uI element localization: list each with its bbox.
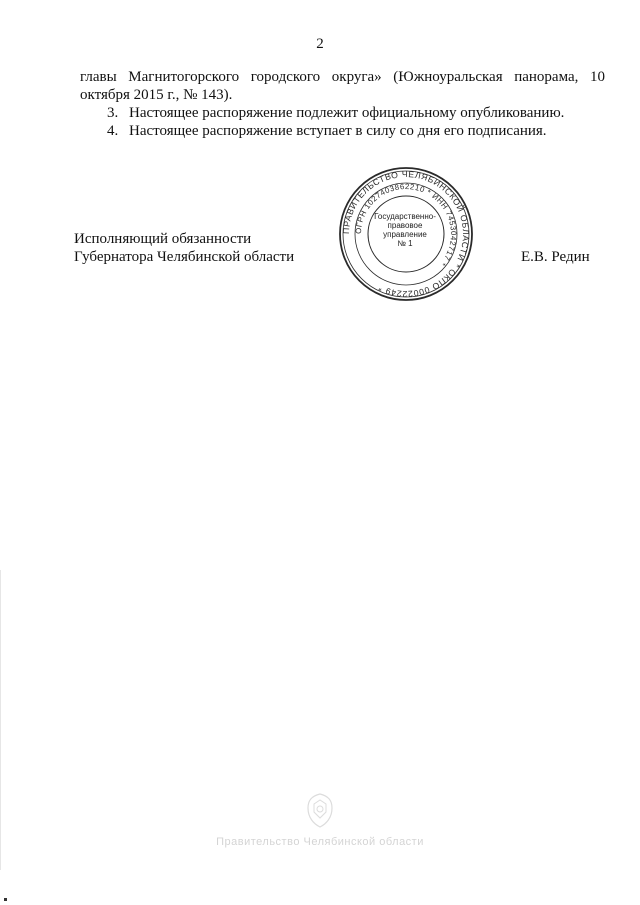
- seal-center-line: Государственно-: [374, 212, 436, 221]
- seal-center-text: [370, 212, 440, 248]
- signer-title: [74, 230, 294, 266]
- list-item: [80, 104, 605, 122]
- signer-title-line1: Исполняющий обязанности: [74, 231, 252, 247]
- signer-title-line2: Губернатора Челябинской области: [74, 249, 295, 265]
- page-number: 2: [316, 36, 324, 52]
- seal-center-line: управление: [383, 230, 427, 239]
- coat-of-arms-watermark-icon: [300, 790, 340, 830]
- item-text: Настоящее распоряжение подлежит официальному опубликованию.: [129, 105, 565, 121]
- item-text: Настоящее распоряжение вступает в силу со дня его подписания.: [129, 123, 547, 139]
- paragraph-continuation: главы Магнитогорского городского округа» (Южноуральская панорама, 10 октября 2015 г., № 143).: [80, 69, 605, 103]
- scan-artifact-dot: [4, 898, 7, 901]
- item-number: 3.: [107, 105, 119, 121]
- signer-name: Е.В. Редин: [521, 249, 590, 265]
- scan-margin-line: [0, 570, 1, 870]
- watermark-text: Правительство Челябинской области: [216, 836, 424, 848]
- document-body: [80, 68, 605, 140]
- list-item: [80, 122, 605, 140]
- item-number: 4.: [107, 123, 119, 139]
- seal-center-line: правовое: [387, 221, 423, 230]
- seal-ring-inner-text: ОГРН 1027403862210 * ИНН 7453042717 *: [353, 181, 459, 269]
- seal-center-line: № 1: [397, 239, 413, 248]
- seal-ring-outer-text: ПРАВИТЕЛЬСТВО ЧЕЛЯБИНСКОЙ ОБЛАСТИ * ОКПО 00022249 *: [340, 168, 472, 300]
